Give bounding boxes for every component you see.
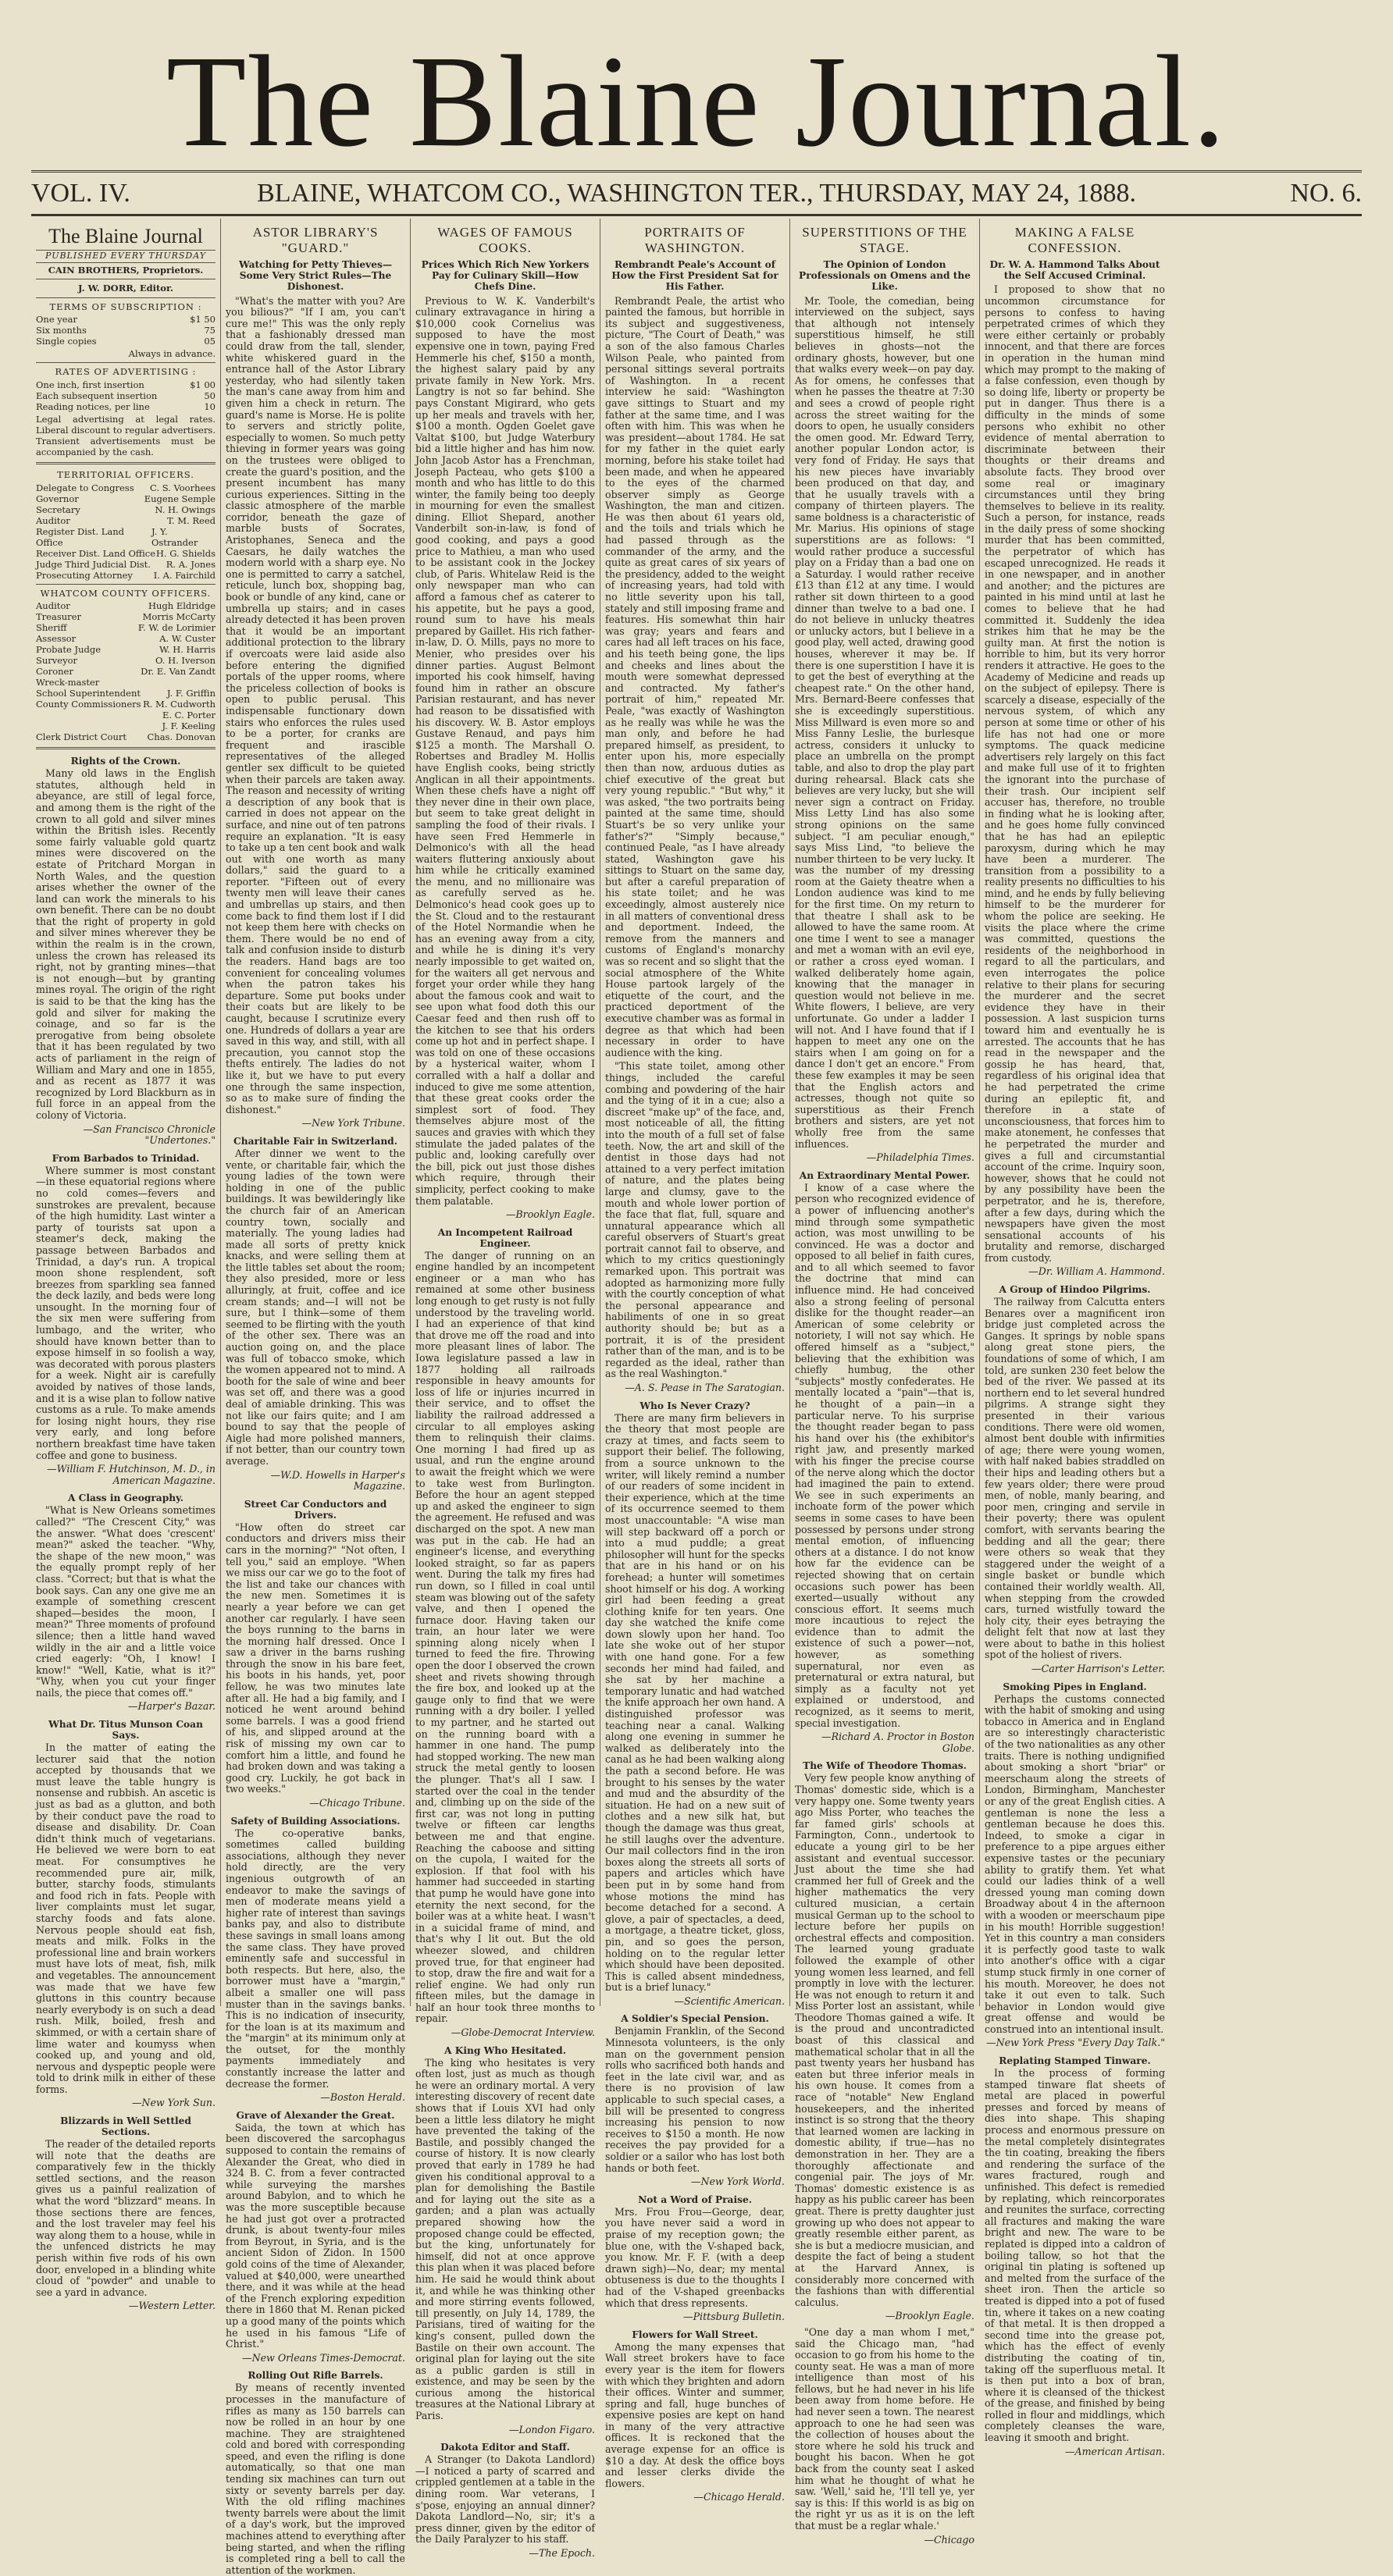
- county-officers: [36, 600, 216, 742]
- article-title: Flowers for Wall Street.: [632, 2329, 758, 2340]
- article-source: —American Artisan.: [1064, 2445, 1165, 2457]
- article-body: The reader of the detailed reports will note that the deaths are comparatively few in the thickly settled sections, and the reason gives us a painful realization of what the word "blizzard" means. In those sections there are fences, and the lost traveler may feel his way along them to a house, while in the unfenced districts he may perish within five rods of his own door, enveloped in a blinding white cloud of "powder" and unable to see a yard in advance.: [36, 2138, 216, 2298]
- rule: [36, 584, 216, 585]
- officer-row: [36, 526, 216, 548]
- column-2: [221, 219, 411, 2576]
- officer-row-value: Morris McCarty: [142, 611, 216, 623]
- article-body: There are many firm believers in the theory that most people are crazy at times, and facts seem to support their belief. The following, from a source unknown to the writer, will likely remind a number of our readers of some incident in their experience, which at the time of its occurrence seemed to them most unaccountable: "A wise man will step backward off a porch or into a mud puddle; a great philosopher will hunt for the specks that are in his hand or on his forehead; a hunter will sometimes shoot himself or his dog. A working girl had been feeding a great clothing knife for ten years. One day she watched the knife come down slowly upon her hand. Too late she woke out of her stupor with one hand gone. For a few seconds her mind had failed, and she sat by her machine a temporary lunatic and had watched the knife approach her own hand. A distinguished professor was teaching near a canal. Walking along one evening in summer he walked as deliberately into the canal as he had been walking along the path a second before. He was brought to his senses by the water and mud and the absurdity of the situation. He had on a new suit of clothes and a new silk hat, but though the damage was thus great, he still laughs over the adventure. Our mail collectors find in the iron boxes along the streets all sorts of papers and articles which have been put in by some hand from whose motions the mind has become detached for a second. A glove, a pair of spectacles, a deed, a mortgage, a theatre ticket, gloss, pin, and so goes the person, holding on to the regular letter which should have been deposited. This is called absent mindedness, but is a brief lunacy.": [605, 1411, 785, 1994]
- article-source: —Brooklyn Eagle.: [885, 2310, 974, 2322]
- article-source: —William F. Hutchinson, M. D., in American Magazine.: [47, 1463, 216, 1486]
- officer-row-value: Hugh Eldridge: [148, 600, 216, 612]
- officer-row-label: Wreck-master: [36, 677, 100, 688]
- term-row-value: $1 50: [190, 314, 216, 326]
- article-title: A Soldier's Special Pension.: [621, 2013, 769, 2025]
- article-source: —Chicago Herald.: [693, 2491, 785, 2503]
- rates-note: Legal advertising at legal rates. Liberal discount to regular advertisers. Transient advertisements must be accompanied by the cash.: [36, 413, 216, 457]
- officer-row-label: Probate Judge: [36, 644, 102, 656]
- article-source: —New York Tribune.: [301, 1117, 405, 1130]
- article-body: Mr. Toole, the comedian, being interviewed on the subject, says that although not intensely superstitious himself, he still believes in ghosts—not the ordinary ghosts, however, but one that walks every week—on pay day. As for omens, he confesses that when he passes the theatre at 7:30 and sees a crowd of people right across the street waiting for the doors to open, he usually considers the omen good. Mr. Edward Terry, another popular London actor, is very fond of Friday. He says that his new pieces have invariably been produced on that day, and that he usually travels with a company of thirteen players. The same boldness is a characteristic of Mr. Marius. His opinions of stage superstitions are as follows: "I would rather produce a successful play on a Friday than a bad one on a Saturday. I would rather receive £13 than £12 at any time. I would rather sit down thirteen to a good dinner than twelve to a bad one. I do not believe in unlucky theatres or unlucky actors, but I believe in a good play, well acted, drawing good houses, wherever it may be. If there is one superstition I have it is to get the best of everything at the cheapest rate." On the other hand, Mrs. Bernard-Beere confesses that she is exceedingly superstitious. Miss Millward is even more so and Miss Fanny Leslie, the burlesque actress, considers it unlucky to place an umbrella on the prompt table, and also to drop the play part during rehearsal. Black cats she believes are very lucky, but she will never sign a contract on Friday. Miss Letty Lind has also some strong opinions on the same subject. "I am peculiar enough," says Miss Lind, "to believe the number thirteen to be very lucky. It was the number of my dressing room at the Gaiety theatre when a London audience was kind to me for the first time. On my return to that theatre I shall ask to be allowed to have the same room. At one time I went to see a manager and met a woman with an evil eye, or rather a cross eyed woman. I walked deliberately home again, knowing that the manager in question would not believe in me. White flowers, I believe, are very unfortunate. Go under a ladder I will not. And I have found that if I happen to meet any one on the stairs when I am going on for a dance I don't get an encore." From these few examples it may be seen that the English actors and actresses, though not quite so superstitious as their French brothers and sisters, are yet not wholly free from the same influences.: [795, 294, 974, 1150]
- officer-row-label: Prosecuting Attorney: [36, 569, 133, 581]
- article-source: —London Figaro.: [508, 2423, 595, 2435]
- article-source: —New Orleans Times-Democrat.: [241, 2351, 405, 2364]
- article-body: The king who hesitates is very often lost, just as much as though he were an ordinary mortal. A very interesting discovery of recent date shows that if Louis XVI had only been a little less dilatory he might have prevented the taking of the Bastile, and possibly changed the course of history. It is now clearly proved that early in 1789 he had given his conditional approval to a plan for demolishing the Bastile and for laying out the site as a garden; and a plan was actually prepared showing how the proposed change could be effected, but the king, unfortunately for himself, did not at once approve this plan when it was placed before him. He said he would think about it, and while he was thinking other and more stirring events followed, till presently, on July 14, 1789, the Parisians, tired of waiting for the king's consent, pulled down the Bastile on their own account. The original plan for laying out the site as a public garden is still in existence, and may be seen by the curious among the historical treasures at the National Library at Paris.: [415, 2056, 595, 2422]
- article-source: —Philadelphia Times.: [866, 1151, 974, 1164]
- article-title: Replating Stamped Tinware.: [999, 2055, 1151, 2067]
- column-5: [790, 219, 980, 2546]
- officer-row: [36, 666, 216, 677]
- rate-row-value: $1 00: [190, 379, 216, 390]
- officer-row: [36, 559, 216, 570]
- publication-title: The Blaine Journal: [48, 225, 203, 247]
- article-headline: MAKING A FALSE CONFESSION.: [1014, 225, 1135, 255]
- published-line: PUBLISHED EVERY THURSDAY: [36, 250, 216, 263]
- officer-row-label: Secretary: [36, 503, 80, 515]
- article-source: —A. S. Pease in The Saratogian.: [625, 1382, 785, 1394]
- officer-row-value: R. A. Jones: [166, 558, 216, 570]
- officer-row: [36, 633, 216, 644]
- article-title: Safety of Building Associations.: [230, 1815, 401, 1827]
- article-headline: PORTRAITS OF WASHINGTON.: [644, 225, 746, 255]
- officer-row-label: Auditor: [36, 514, 70, 526]
- officer-row-value: F. W. de Lorimier: [137, 622, 216, 634]
- article-title: An Extraordinary Mental Power.: [799, 1169, 971, 1181]
- article-source: —New York Sun.: [131, 2097, 216, 2109]
- article-title: Rolling Out Rifle Barrels.: [248, 2370, 383, 2382]
- officer-row-value: R. M. Cudworth: [143, 699, 216, 710]
- article-body: Among the many expenses that Wall street brokers have to face every year is the item for flowers with which they brighten and adorn their offices. Winter and summer, spring and fall, huge bunches of expensive posies are kept on hand in many of the very attractive offices. It is reckoned that the average expense for an office is $10 a day. At desk the office boys and lesser clerks divide the flowers.: [605, 2340, 785, 2489]
- article-title: What Dr. Titus Munson Coan Says.: [48, 1719, 203, 1742]
- term-row-value: 05: [204, 336, 216, 347]
- article-body: In the matter of eating the lecturer said that the notion accepted by thousands that we must leave the table hungry is nonsense and rubbish. An ascetic is just as bad as a glutton, and both by their conduct pave the road to disease and disability. Dr. Coan didn't think much of vegetarians. He believed we were born to eat meat. For consumptives he recommended pure air, milk, butter, starchy foods, stimulants and food rich in fats. People with liver complaints must let sugar, starchy foods and fats alone. Nervous people should eat fish, meats and milk. Folks in the professional line and brain workers must have lots of meat, fish, milk and vegetables. The announcement was made that we have few gluttons in this country because nearly everybody is on such a dead rush. Milk, boiled, fresh and skimmed, or with a certain share of lime water and koumyss when cooked up, and young and old, nervous and dyspeptic people were told to drink milk in either of these forms.: [36, 1742, 216, 2095]
- article-body: Previous to W. K. Vanderbilt's culinary extravagance in hiring a $10,000 cook Cornelius was supposed to have the most expensive one in town, paying Fred Hemmerle his chef, $150 a month, the highest salary paid by any private family in New York. Mrs. Langtry is not so far behind. She pays Constant Migirard, who gets up her meals and travels with her, $100 a month. Ogden Goelet gave Valtat $100, but Judge Waterbury bid a little higher and has him now. John Jacob Astor has a Frenchman, Joseph Pacteau, who gets $100 a month and who has little to do this winter, the family being too deeply in mourning for even the smallest dining. Elliot Shepard, another Vanderbilt son-in-law, is fond of good cooking, and pays a good price to Mathieu, a man who used to be assistant cook in the Jockey club, of Paris. Whitelaw Reid is the only newspaper man who can afford a famous chef as caterer to his appetite, but he pays a good, round sum to have his meals prepared by Gaillet. His rich father-in-law, D. O. Mills, pays no more to Menier, who presides over his dinner parties. August Belmont imported his cook himself, having found him in rather an obscure Parisian restaurant, and has never had reason to be dissatisfied with his discovery. W. B. Astor employs Gustave Renaud, and pays him $125 a month. The Marshall O. Robertses and Bradley M. Hollis have English cooks, being strictly Anglican in all their appointments. When these chefs have a night off they never dine in their own place, but seem to take great delight in sampling the food of their rivals. I have seen Fred Hemmerle in Delmonico's with all the head waiters fluttering anxiously about him while he critically examined the menu, and no millionaire was as carefully served as he. Delmonico's head cook goes up to the St. Cloud and to the restaurant of the Hotel Normandie when he has an evening away from a city, and while he is dining it's very nearly impossible to get waited on, for the waiters all get nervous and forget your order while they hang about the famous cook and wait to see upon what food doth this our Caesar feed and then rush off to the kitchen to see that his orders come up hot and in perfect shape. I was told on one of these occasions by a hysterical waiter, whom I corralled with a half a dollar and induced to give me some attention, that these great cooks order the simplest sort of food. They themselves abjure most of the sauces and gravies with which they stimulate the jaded palates of the public and, looking carefully over the bill, pick out just those dishes which require, through their simplicity, perfect cooking to make them palatable.: [415, 294, 595, 1207]
- editor: J. W. DORR, Editor.: [78, 283, 173, 294]
- terms-note: Always in advance.: [128, 348, 216, 360]
- county-heading: WHATCOM COUNTY OFFICERS.: [40, 587, 212, 599]
- officer-row-label: Assessor: [36, 633, 77, 645]
- article-source: —Brooklyn Eagle.: [505, 1208, 595, 1221]
- term-row-value: 75: [204, 325, 216, 336]
- rate-row-label: Reading notices, per line: [36, 400, 150, 412]
- rate-row-value: 10: [204, 400, 216, 412]
- officer-row: [36, 655, 216, 666]
- rate-row: [36, 401, 216, 412]
- article-source: —New York Press "Every Day Talk.": [986, 2037, 1165, 2049]
- officer-row: [36, 504, 216, 515]
- officer-row: [36, 710, 216, 720]
- article-body: In the process of forming stamped tinware flat sheets of metal are placed in powerful presses and forced by means of dies into shape. This shaping process and enormous pressure on the metal completely disintegrates the tin coating, breaking the fibers and rendering the surface of the wares fractured, rough and unfinished. This defect is remedied by replating, which reincorporates and reunites the surface, correcting all fractures and making the ware bright and new. The ware to be replated is dipped into a caldron of boiling tallow, so hot that the original tin plating is softened up and melted from the surface of the sheet iron. Then the article so treated is dipped into a pot of fused tin, where it takes on a new coating of that metal. It is then dropped a second time into the grease pot, which has the effect of evenly distributing the coating of tin, taking off the superfluous metal. It is then put into a box of bran, where it is cleansed of the thickest of the grease, and finished by being rolled in flour and middlings, which completely cleanses the ware, leaving it smooth and bright.: [985, 2067, 1165, 2444]
- article-title: The Wife of Theodore Thomas.: [803, 1760, 967, 1772]
- terms-list: [36, 314, 216, 347]
- officer-row: [36, 644, 216, 655]
- column-3: [411, 219, 600, 2560]
- officer-row-value: Eugene Semple: [144, 493, 216, 504]
- article-source: —W.D. Howells in Harper's Magazine.: [270, 1468, 405, 1493]
- officer-row-label: Auditor: [36, 600, 70, 612]
- rates-list: [36, 379, 216, 412]
- territorial-officers: [36, 482, 216, 581]
- article-body: Perhaps the customs connected with the habit of smoking and using tobacco in America and in England are so interestingly characteristic of the two nationalities as any other traits. There is nothing undignified about smoking a short "briar" or meerschaum along the streets of London, Birmingham, Manchester or any of the great English cities. A gentleman is none the less a gentleman because he does this. Indeed, to smoke a cigar in preference to a pipe argues either expensive tastes or the pecuniary ability to gratify them. Yet what could our ladies think of a well dressed young man coming down Broadway about 4 in the afternoon with a wooden or meerschaum pipe in his mouth! Horrible suggestion! Yet in this country a man considers it is perfectly good taste to walk into another's office with a cigar stump stuck firmly in one corner of his mouth. Moreover, he does not take it out even to talk. Such behavior in London would give great offense and would be construed into an intentional insult.: [985, 1692, 1165, 2035]
- article-body: After dinner we went to the vente, or charitable fair, which the young ladies of the town were holding in one of the public buildings. It was bewilderingly like the church fair of an American country town, socially and materially. The young ladies had made all sorts of pretty knick knacks, and were selling them at the little tables set about the room; they also presided, more or less alluringly, at fruit, coffee and ice cream stands; and—I will not be sure, but I think—some of them seemed to be flirting with the youth of the other sex. There was an auction going on, and the place was full of tobacco smoke, which the women appeared not to mind. A booth for the sale of wine and beer was set off, and there was a good deal of amiable drinking. This was not like our fairs quite; and I am bound to say that the people of Aigle had more polished manners, if not better, than our country town average.: [226, 1147, 405, 1467]
- article-title: A Group of Hindoo Pilgrims.: [999, 1284, 1151, 1296]
- rule: [36, 462, 216, 464]
- officer-row-value: O. H. Iverson: [155, 655, 216, 667]
- rule: [36, 747, 216, 749]
- article-source: —Scientific American.: [674, 1994, 785, 2007]
- officer-row-label: County Commissioners: [36, 699, 141, 710]
- article-title: Rights of the Crown.: [70, 756, 181, 767]
- article-subhead: The Opinion of London Professionals on Omens and the Like.: [799, 259, 971, 293]
- article-source: —Chicago: [924, 2533, 974, 2546]
- officer-row-label: Governor: [36, 493, 79, 504]
- officer-row: [36, 482, 216, 493]
- article-title: Dakota Editor and Staff.: [440, 2442, 570, 2453]
- article-source: —Chicago Tribune.: [309, 1797, 405, 1809]
- rate-row-value: 50: [204, 390, 216, 401]
- article-title: Charitable Fair in Switzerland.: [233, 1135, 397, 1147]
- article-body: "One day a man whom I met," said the Chicago man, "had occasion to go from his home to the county seat. He was a man of more intelligence than most of his fellows, but he had never in his life been away from home before. He had never seen a town. The nearest approach to one he had seen was the collection of houses about the store where he sold his truck and bought his bacon. When he got back from the county seat I asked him what he thought of what he saw. 'Well,' said he, 'I'll tell ye, yer say is this: If this world is as big on the right yr us as it is on the left that must be a reglar whale.': [795, 2325, 974, 2532]
- dateline: [31, 175, 1362, 212]
- article-source: —Richard A. Proctor in Boston Globe.: [821, 1731, 974, 1754]
- article-title: Who Is Never Crazy?: [639, 1400, 750, 1411]
- officer-row-value: E. C. Porter: [162, 710, 216, 721]
- officer-row-label: Delegate to Congress: [36, 482, 134, 493]
- term-row-label: Single copies: [36, 336, 97, 347]
- term-row-label: Six months: [36, 325, 87, 336]
- officer-row-label: Sheriff: [36, 622, 67, 634]
- terms-heading: TERMS OF SUBSCRIPTION :: [49, 301, 202, 312]
- officer-row-label: Coroner: [36, 666, 73, 678]
- officer-row-label: Clerk District Court: [36, 731, 126, 743]
- article-body: Very few people know anything of Thomas' domestic side, which is a very happy one. Some twenty years ago Miss Porter, who teaches the far famed girls' schools at Farmington, Conn., undertook to educate a young girl to be her assistant and eventual successor. Just about the time she had crammed her full of Greek and the higher mathematics the very cultured musician, a certain musical German up to the school to lecture before her pupils on orchestral effects and composition. The learned young graduate followed the example of other young women less learned, and fell promptly in love with the lecturer. He was not enough to return it and Miss Porter lost an assistant, while Theodore Thomas gained a wife. It is the proud and uncontradicted boast of this classical and mathematical scholar that in all the past twenty years her husband has eaten but three inferior meals in his own house. It comes from a race of "notable" New England housekeepers, and the inherited instinct is so strong that the theory that learned women are lacking in domestic ability, if true—has no demonstration in her. They are a thoroughly affectionate and congenial pair. The joys of Mr. Thomas' domestic existence is as happy as his public career has been great. There is pretty daughter just growing up who does not appear to greatly resemble either parent, as she is but a mediocre musician, and despite the fact of being a student at the Harvard Annex, is considerably more concerned with the fashions than with differential calculus.: [795, 1772, 974, 2308]
- article-body: By means of recently invented processes in the manufacture of rifles as many as 150 barrels can now be rolled in an hour by one machine. They are straightened cold and bored with corresponding speed, and even the rifling is done automatically, so that one man tending six machines can turn out sixty or seventy barrels per day. With the old rifling machines twenty barrels were about the limit of a day's work, but the improved machines attend to everything after being started, and when the rifling is completed ring a bell to call the attention of the workmen.: [226, 2382, 405, 2576]
- issue-number: NO. 6.: [1290, 179, 1362, 208]
- term-row-label: One year: [36, 314, 77, 326]
- article-title: Street Car Conductors and Drivers.: [244, 1498, 387, 1521]
- term-row: [36, 336, 216, 347]
- officer-row-value: J. F. Keeling: [162, 720, 216, 732]
- columns: [31, 219, 1365, 2576]
- article-subhead: Watching for Petty Thieves—Some Very Strict Rules—The Dishonest.: [238, 259, 393, 293]
- officer-row: [36, 570, 216, 581]
- rule: [36, 297, 216, 298]
- article-body: The co-operative banks, sometimes called building associations, although they never hold directly, are the very ingenious outgrowth of an endeavor to make the savings of men of moderate means yield a higher rate of interest than savings banks pay, and also to distribute these savings in small loans among the same class. They have proved eminently safe and successful in both respects. But here, also, the borrower must have a "margin," albeit a smaller one will pass muster than in the savings banks. This is no indication of insecurity, for the loan is at its maximum and the "margin" at its minimum only at the outset, for the monthly payments immediately and constantly increase the latter and decrease the former.: [226, 1827, 405, 2090]
- officer-row-value: C. S. Voorhees: [150, 482, 216, 493]
- officer-row-label: Receiver Dist. Land Office: [36, 547, 156, 559]
- volume-number: VOL. IV.: [31, 179, 130, 208]
- article-title: Blizzards in Well Settled Sections.: [60, 2115, 191, 2138]
- article-source: —Globe-Democrat Interview.: [451, 2026, 595, 2039]
- proprietors: CAIN BROTHERS, Proprietors.: [48, 264, 204, 276]
- officer-row-value: H. G. Shields: [155, 547, 216, 559]
- article-title: Grave of Alexander the Great.: [236, 2109, 395, 2121]
- officer-row: [36, 720, 216, 731]
- officer-row-label: Surveyor: [36, 655, 78, 667]
- column-6: [980, 219, 1170, 2457]
- article-body: Rembrandt Peale, the artist who painted the famous, but horrible in its subject and suggestiveness, picture, "The Court of Death," was a son of the also famous Charles Wilson Peale, who painted from personal sittings several portraits of Washington. In a recent interview he said: "Washington gave sittings to Stuart and my father at the same time, and I was often with him. This was when he was president—about 1784. He sat for my father in the quiet early morning, before his stake toilet had been made, and when he appeared to the eyes of the charmed observer simply as George Washington, the man and citizen. He was then about 61 years old, and the toils and trials which he had passed through as the commander of the army, and the quite as great cares of six years of the presidency, added to the weight of increasing years, had told with no little severity upon his tall, stately and still imposing frame and features. His somewhat thin hair was gray; years and fears and cares had all left traces on his face, and his teeth being gone, the lips and cheeks and lines about the mouth were somewhat depressed and contracted. My father's portrait of him," repeated Mr. Peale, "was exactly of Washington as he really was while he was the man only, and before he had prepared himself, as president, to enter upon his, more especially then than now, arduous duties as chief executive of the great but very young republic." "But why," it was asked, "the two portraits being painted at the same time, should Stuart's be so very unlike your father's?" "Simply because," continued Peale, "as I have already stated, Washington gave his sittings to Stuart on the same day, but after a careful preparation of his state toilet; and he was exceedingly, almost austerely nice in all matters of conventional dress and deportment. Indeed, the remove from the manners and customs of England's monarchy was so recent and so slight that the social atmosphere of the White House partook largely of the etiquette of the court, and the practiced deportment of the executive chamber was as formal in degree as that which had been necessary in order to have audience with the king.: [605, 294, 785, 1059]
- officer-row-value: T. M. Reed: [166, 514, 216, 526]
- officer-row: [36, 731, 216, 742]
- officer-row-label: Treasurer: [36, 611, 81, 623]
- article-subhead: Rembrandt Peale's Account of How the First President Sat for His Father.: [611, 259, 778, 293]
- article-source: —Harper's Bazar.: [127, 1700, 216, 1713]
- article-source: —Boston Herald.: [320, 2091, 405, 2104]
- article-title: Smoking Pipes in England.: [1003, 1681, 1147, 1692]
- officer-row: [36, 611, 216, 622]
- officer-row: [36, 515, 216, 526]
- masthead: [16, 8, 1377, 208]
- article-body: Benjamin Franklin, of the Second Minnesota volunteers, is the only man on the government pension rolls who sacrificed both hands and feet in the late civil war, and as there is no provision of law applicable to such special cases, a bill will be presented to congress increasing his pension to now receives to $150 a month. He now receives the pay provided for a soldier or a sailor who has lost both hands or both feet.: [605, 2025, 785, 2174]
- article-title: An Incompetent Railroad Engineer.: [437, 1226, 573, 1249]
- officer-row-value: Dr. E. Van Zandt: [141, 666, 216, 678]
- place-and-date: BLAINE, WHATCOM CO., WASHINGTON TER., THURSDAY, MAY 24, 1888.: [257, 179, 1136, 208]
- officer-row-label: Judge Third Judicial Dist.: [36, 558, 151, 570]
- article-body: A Stranger (to Dakota Landlord)—I noticed a party of scarred and crippled gentlemen at a table in the dining room. War veterans, I s'pose, enjoying an annual dinner? Dakota Landlord—No, sir; it's a press dinner, given by the editor of the Daily Paralyzer to his staff.: [415, 2453, 595, 2546]
- article-title: A King Who Hesitated.: [444, 2044, 566, 2056]
- article-source: —The Epoch.: [529, 2547, 595, 2560]
- column-4: [600, 219, 790, 2503]
- article-body: Many old laws in the English statutes, although held in abeyance, are still of legal force, and among them is the right of the crown to all gold and silver mines within the British isles. Recently some fairly valuable gold quartz mines were discovered on the estate of Pritchard Morgan in North Wales, and the question arises whether the owner of the land can work the minerals to his own benefit. There can be no doubt that the right of property in gold and silver mines wherever they be within the realm is in the crown, unless the crown has released its right, not by granting mines—that is not enough—but by granting mines royal. The origin of the right is said to be that the king has the gold and silver for making the coinage, and so far is the prerogative from being obsolete that it has been regulated by two acts of parliament in the reign of William and Mary and one in 1855, and as recent as 1877 it was recognized by Lord Blackburn as in full force in an appeal from the colony of Victoria.: [36, 767, 216, 1121]
- article-headline: SUPERSTITIONS OF THE STAGE.: [802, 225, 967, 255]
- officer-row-value: J. F. Griffin: [166, 688, 216, 699]
- article-source: —New York World.: [690, 2176, 785, 2188]
- officer-row: [36, 600, 216, 611]
- officer-row: [36, 699, 216, 710]
- rule: [36, 362, 216, 363]
- officer-row-value: N. H. Owings: [155, 503, 216, 515]
- article-title: From Barbados to Trinidad.: [52, 1152, 200, 1164]
- term-row: [36, 314, 216, 325]
- article-body: "How often do street car conductors and drivers miss their cars in the morning?" "Not often, I tell you," said an employe. "When we miss our car we go to the foot of the list and take our chances with the new men. Sometimes it is nearly a year before we can get another car regularly. I have seen the boys running to the barns in the morning half dressed. Once I saw a driver in the barns rushing through the snow in his bare feet, his boots in his hands, yet, poor fellow, he was two minutes late after all. He had a big family, and I noticed he went around behind some barrels. I was a good friend of his, and slipped around at the risk of missing my own car to comfort him a little, and found he had broken down and was taking a good cry. Luckily, he got back in two weeks.": [226, 1521, 405, 1795]
- article-source: —Western Letter.: [128, 2300, 216, 2312]
- term-row: [36, 325, 216, 336]
- article-body: "What's the matter with you? Are you bilious?" "If I am, you can't cure me!" This was the only reply that a fashionably dressed man could draw from the tall, slender, white whiskered guard in the entrance hall of the Astor Library yesterday, who had silently taken the man's cane away from him and given him a check in return. The guard's name is Morse. He is polite to servers and strictly polite, especially to women. So much petty thieving in former years was going on the trustees were obliged to create the guard's position, and the present incumbent has many curious experiences. Sitting in the classic atmosphere of the marble corridor, beneath the gaze of marble busts of Socrates, Aristophanes, Seneca and the Caesars, he daily watches the modern world with a sharp eye. No one is permitted to carry a satchel, reticule, lunch box, shopping bag, book or bundle of any kind, cane or umbrella up stairs; and in cases already detected it has been proven that it would be an important additional protection to the library if overcoats were laid aside also before entering the dignified portals of the upper rooms, where the priceless collection of books is open to public perusal. This indispensable functionary down stairs who enforces the rules used to be a porter, for cranks are frequent and irascible representatives of the alleged gentler sex difficult to be quieted when their parcels are taken away. The reason and necessity of writing a description of any book that is carried in does not appear on the surface, and nine out of ten patrons require an explanation. "It is easy to take up a ten cent book and walk out with one worth as many dollars," said the guard to a reporter. "Fifteen out of every twenty men will leave their canes and umbrellas up stairs, and then come back to find them lost if I did not keep them here with checks on them. There would be no end of talk and confusion inside to disturb the readers. Hand bags are too convenient for concealing volumes when the patron takes his departure. Some put books under their coats but are likely to be caught, because I scrutinize every one. Hundreds of dollars a year are saved in this way, and still, with all precaution, you cannot stop the thefts entirely. The ladies do not like it, but we have to put every one through the same inspection, so as to make sure of finding the dishonest.": [226, 294, 405, 1115]
- article-subhead: Dr. W. A. Hammond Talks About the Self Accused Criminal.: [989, 259, 1160, 282]
- officer-row-label: School Superintendent: [36, 688, 141, 699]
- article-source: —Pittsburg Bulletin.: [682, 2311, 785, 2323]
- article-title: Not a Word of Praise.: [638, 2194, 752, 2205]
- article-title: A Class in Geography.: [67, 1493, 184, 1504]
- article-body: Saida, the town at which has been discovered the sarcophagus supposed to contain the remains of Alexander the Great, who died in 324 B. C. from a fever contracted while surveying the marshes around Babylon, and to which he was the more susceptible because he had just got over a protracted drunk, is about twenty-four miles from Beyrout, in Syria, and is the ancient Sidon of Zidon. In 1500 gold coins of the time of Alexander, valued at $40,000, were unearthed there, and it was while at the head of the French exploring expedition there in 1860 that M. Renan picked up a good many of the points which he used in his famous "Life of Christ.": [226, 2121, 405, 2350]
- officer-row-value: J. Y. Ostrander: [151, 525, 198, 548]
- article-source: —Dr. William A. Hammond.: [1028, 1265, 1165, 1278]
- article-source: —San Francisco Chronicle "Undertones.": [83, 1123, 216, 1147]
- article-body: Mrs. Frou Frou—George, dear, you have never said a word in praise of my reception gown; the blue one, with the V-shaped back, you know. Mr. F. F. (with a deep drawn sigh)—No, dear; my mental obtuseness is due to the thoughts I had of the V-shaped greenbacks which that dress represents.: [605, 2205, 785, 2309]
- article-body: I proposed to show that no uncommon circumstance for persons to confess to having perpetrated crimes of which they were either certainly or probably innocent, and that there are forces in operation in the human mind which may prompt to the making of a false confession, even though by so doing life, liberty or property be put in danger. Thus there is a difficulty in the minds of some persons who exhibit no other evidence of mental aberration to discriminate between their thoughts or their dreams and absolute facts. They brood over some real or imaginary circumstances until they bring themselves to believe in its reality. Such a person, for instance, reads in the daily press of some shocking murder that has been committed, the perpetrator of which has escaped unrecognized. He reads it in one newspaper, and in another and another; and the pictures are painted in his mind until at last he comes to believe that he had committed it. Suddenly the idea strikes him that he may be the guilty man. At first the notion is horrible to him, but its very horror renders it attractive. He goes to the Academy of Medicine and reads up on the subject of epilepsy. There is scarcely a disease, especially of the nervous system, of which any person at some time or other of his life has not had one or more symptoms. The quack medicine advertisers rely largely on this fact and make full use of it to frighten the ignorant into the purchase of their trash. Our incipient self accuser has, therefore, no trouble in finding what he is looking after, and he goes home fully convinced that he has had an epileptic paroxysm, during which he may have been a murderer. The transition from a possibility to a reality presents no difficulties to his mind, and he ends by fully believing himself to be the murderer for whom the police are seeking. He visits the place where the crime was committed, questions the residents of the neighborhood in regard to all the particulars, and even interrogates the police relative to their plans for securing the murderer and the secret evidence they have in their possession. A last suspicion turns toward him and eventually he is arrested. The accounts that he has read in the newspaper and the gossip he has heard, that, regardless of his original idea that he had perpetrated the crime during an epileptic fit, and therefore in a state of unconsciousness, that forces him to make atonement, he confesses that he perpetrated the murder and gives a full and circumstantial account of the crime. Inquiry soon, however, shows that he could not by any possibility have been the perpetrator, and he is, therefore, after a few days, during which the newspapers have given the most sensational accounts of his brutality and remorse, discharged from custody.: [985, 283, 1165, 1264]
- officer-row: [36, 493, 216, 504]
- officer-row-value: W. H. Harris: [159, 644, 216, 656]
- rule: [31, 170, 1362, 173]
- officer-row-value: A. W. Custer: [159, 633, 216, 645]
- article-headline: WAGES OF FAMOUS COOKS.: [437, 225, 573, 255]
- rate-row-label: Each subsequent insertion: [36, 390, 158, 401]
- newspaper-page: [16, 8, 1377, 2576]
- officer-row: [36, 688, 216, 699]
- rate-row: [36, 379, 216, 390]
- rate-row-label: One inch, first insertion: [36, 379, 144, 390]
- officer-row-value: Chas. Donovan: [147, 731, 216, 743]
- territorial-heading: TERRITORIAL OFFICERS.: [57, 468, 194, 480]
- rule: [31, 214, 1362, 216]
- article-body: Where summer is most constant—in these equatorial regions where no cold comes—fevers and sunstrokes are prevalent, because of the high humidity. Last winter a party of tourists sat upon a steamer's deck, making the passage between Barbados and Trinidad, a day's run. A tropical moon shone resplendent, soft breezes from sparkling sea fanned the deck lazily, and beds were long unsought. In the morning four of the six men were suffering from lumbago, and the writer, who should have known better than to expose himself in so foolish a way, was decorated with porous plasters for a week. Night air is carefully avoided by natives of those lands, and it is a wise plan to follow native customs as a rule. To make amends for losing night hours, they rise very early, and long before northern breakfast time have taken coffee and gone to business.: [36, 1164, 216, 1461]
- article-body: The danger of running on an engine handled by an incompetent engineer or a man who has remained at some other business long enough to get rusty is not fully understood by the traveling world. I had an experience of that kind that drove me off the road and into more pleasant lines of labor. The Iowa legislature passed a law in 1877 holding all railroads responsible in heavy amounts for loss of life or injuries incurred in their service, and to offset the liability the railroad addressed a circular to all employes asking them to relinquish their claims. One morning I had fired up as usual, and run the engine around to await the freight which we were to take west from Burlington. Before the hour an agent stepped up and asked the engineer to sign the agreement. He refused and was discharged on the spot. A new man was put in the cab. He had an engineer's license, and everything looked straight, so far as papers went. During the talk my fires had run down, so I filled in coal until steam was blowing out of the safety valve, and then I opened the furnace door. Having taken our train, an hour later we were spinning along nicely when I turned to feed the fire. Throwing open the door I observed the crown sheet and rivets showing through the fire box, and looked up at the gauge only to find that we were running with a dry boiler. I yelled to my partner, and he started out on the running board with a hammer in one hand. The pump had stopped working. The new man struck the metal gently to loosen the plunger. That's all I saw. I started over the coal in the tender and, climbing up on the side of the first car, was not long in putting twelve or fifteen car lengths between me and that engine. Reaching the caboose and sitting on the cupola, I waited for the explosion. If that fool with his hammer had succeeded in starting that pump he would have gone into eternity the next second, for the boiler was at a white heat. I wasn't in a suicidal frame of mind, and that's why I lit out. But the old wheezer slowed, and children proved true, for that engineer had to stop, draw the fire and wait for a relief engine. We had only run fifteen miles, but the damage in half an hour took three months to repair.: [415, 1249, 595, 2025]
- newspaper-title: The Blaine Journal.: [166, 29, 1227, 174]
- article-source: —Carter Harrison's Letter.: [1031, 1663, 1165, 1675]
- article-subhead: Prices Which Rich New Yorkers Pay for Culinary Skill—How Chefs Dine.: [421, 259, 590, 293]
- article-body: "What is New Orleans sometimes called?" "The Crescent City," was the answer. "What does 'crescent' mean?" asked the teacher. "Why, the shape of the new moon," was the equally prompt reply of her class. "Correct; but that is what the book says. Can any one give me an example of something crescent shaped—besides the moon, I mean?" Three moments of profound silence; then a little hand waved wildly in the air and a little voice cried eagerly: "Oh, I know! I know!" "Well, Katie, what is it?" "Why, when you cut your finger nails, the piece that comes off.": [36, 1504, 216, 1699]
- rate-row: [36, 390, 216, 401]
- article-headline: ASTOR LIBRARY'S "GUARD.": [252, 225, 379, 255]
- column-1: [31, 219, 221, 2312]
- article-body: The railway from Calcutta enters Benares over a magnificent iron bridge just completed across the Ganges. It springs by noble spans along great stone piers, the foundations of some of which, I am told, are sunken 230 feet below the bed of the river. We passed at its northern end to let several hundred pilgrims. A strange sight they presented in their various conditions. There were old women, almost bent double with infirmities of age; there were young women, with half naked babies straddled on their hips and leading others but a few years older; there were proud men, of noble, manly bearing, and poor men, cringing and servile in their poverty; there was opulent comfort, with servants bearing the bedding and all the gear; there were others so weak that they staggered under the weight of a single basket or bundle which contained their worldly wealth. All, when stepping from the crowded cars, turned wistfully toward the holy city, their eyes betraying the delight felt that now at last they were about to bathe in this holiest spot of the holiest of rivers.: [985, 1296, 1165, 1661]
- article-body: I know of a case where the person who recognized evidence of a power of influencing another's mind through some sympathetic action, was most unwilling to be convinced. He was a doctor and opposed to all belief in faith cures, and to all which seemed to favor the doctrine that mind can influence mind. He had conceived also a strong feeling of personal dislike for the thought reader—an American of some celebrity or notoriety, I will not say which. He offered himself as a "subject," believing that the exhibition was chiefly humbug, the other "subjects" mostly confederates. He mentally located a "pain"—that is, he thought of a pain—in a particular nerve. To his surprise the thought reader began to pass his hand over his (the exhibitor's right jaw, and presently marked with his finger the precise course of the nerve along which the doctor had imagined the pain to extend. We see in such experiments an inchoate form of the power which seems in some cases to have been possessed by persons under strong mental emotion, of influencing others at a distance. I do not know how far the evidence can be rejected showing that on certain occasions such power has been exerted—usually without any conscious effort. It seems much more incautious to reject the evidence than to admit the existence of such a power—not, however, as something supernatural, nor even as preternatural or extra natural, but simply as a faculty not yet explained or understood, and recognized, as it seems to merit, special investigation.: [795, 1181, 974, 1729]
- officer-row: [36, 677, 216, 688]
- officer-row-value: I. A. Fairchild: [153, 569, 216, 581]
- officer-row-label: Register Dist. Land Office: [36, 525, 124, 548]
- article-body: "This state toilet, among other things, included the careful combing and powdering of the hair and the tying of it in a cue; also a discreet "make up" of the face, and, most noticeable of all, the fitting into the mouth of a full set of false teeth. Now, the art and skill of the dentist in those days had not attained to a very perfect imitation of nature, and the plates being large and clumsy, gave to the mouth and whole lower portion of the face that flat, full, square and unnatural appearance which all careful observers of Stuart's great portrait cannot fail to observe, and which to my critics questioningly remarked upon. This portrait was adopted as harmonizing more fully with the courtly conception of what the personal appearance and habiliments of one in so great authority should be; but as a portrait, it is of the president rather than of the man, and is to be regarded as the ideal, rather than as the real Washington.": [605, 1060, 785, 1380]
- officer-row: [36, 622, 216, 633]
- rates-heading: RATES OF ADVERTISING :: [55, 366, 197, 378]
- officer-row: [36, 548, 216, 559]
